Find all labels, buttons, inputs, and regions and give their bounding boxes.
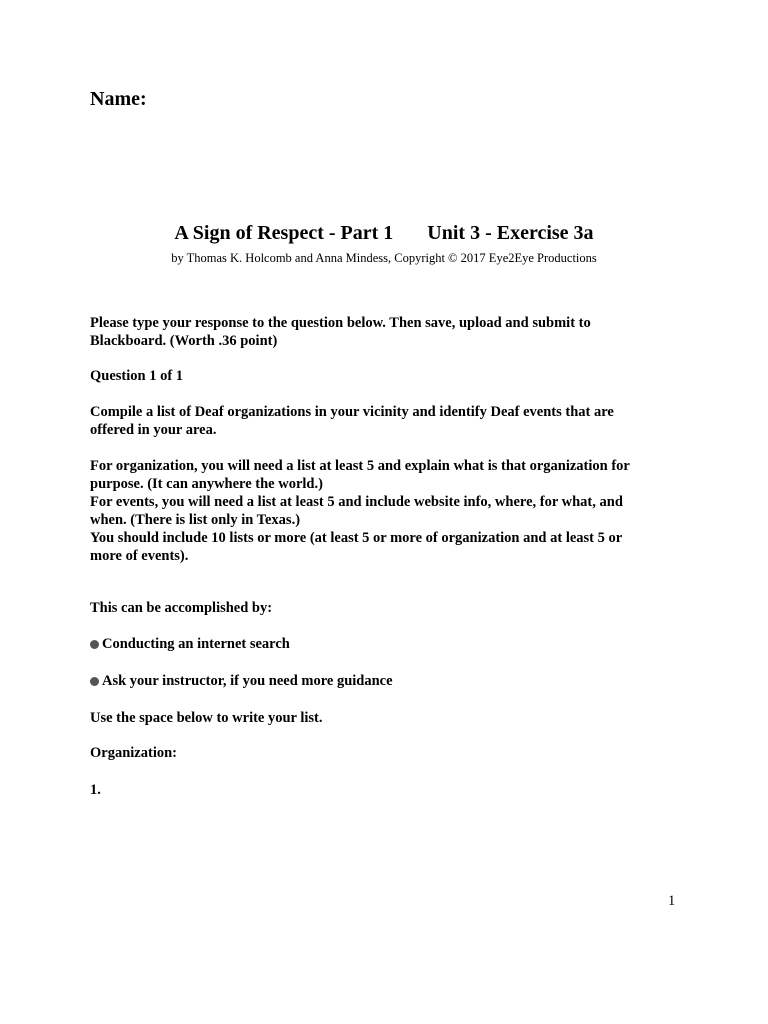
bullet-item: [90, 635, 290, 653]
bullet-item: [90, 672, 393, 690]
instructions-line-1: Please type your response to the question below. Then save, upload and submit to: [90, 315, 591, 331]
requirements-paragraph: [90, 457, 670, 565]
space-instruction: Use the space below to write your list.: [90, 710, 323, 726]
accomplished-label: This can be accomplished by:: [90, 600, 273, 616]
prompt-line-1: Compile a list of Deaf organizations in your vicinity and identify Deaf events that are: [90, 404, 614, 420]
include-line-2: more of events).: [90, 548, 189, 564]
byline: by Thomas K. Holcomb and Anna Mindess, Copyright © 2017 Eye2Eye Productions: [171, 251, 597, 265]
org-line-2: purpose. (It can anywhere the world.): [90, 476, 323, 492]
bullet-dot-icon: [90, 640, 99, 649]
events-line-2: when. (There is list only in Texas.): [90, 512, 301, 528]
instructions-line-2: Blackboard. (Worth .36 point): [90, 333, 278, 349]
prompt-line-2: offered in your area.: [90, 422, 217, 438]
bullet-dot-icon: [90, 677, 99, 686]
bullet-text: Ask your instructor, if you need more guidance: [102, 673, 393, 689]
document-title: [0, 222, 768, 245]
title-unit: Unit 3 - Exercise 3a: [427, 222, 594, 244]
question-label: Question 1 of 1: [90, 368, 184, 384]
list-item-number: 1.: [90, 782, 101, 798]
page-number: 1: [668, 893, 676, 909]
org-line-1: For organization, you will need a list at least 5 and explain what is that organization for: [90, 458, 630, 474]
events-line-1: For events, you will need a list at least 5 and include website info, where, for what, and: [90, 494, 623, 510]
bullet-text: Conducting an internet search: [102, 636, 290, 652]
title-part: A Sign of Respect - Part 1: [174, 222, 394, 244]
include-line-1: You should include 10 lists or more (at least 5 or more of organization and at least 5 or: [90, 530, 623, 546]
prompt-paragraph: [90, 403, 670, 439]
organization-label: Organization:: [90, 745, 177, 761]
instructions-paragraph: [90, 314, 670, 350]
name-label: Name:: [90, 88, 147, 110]
